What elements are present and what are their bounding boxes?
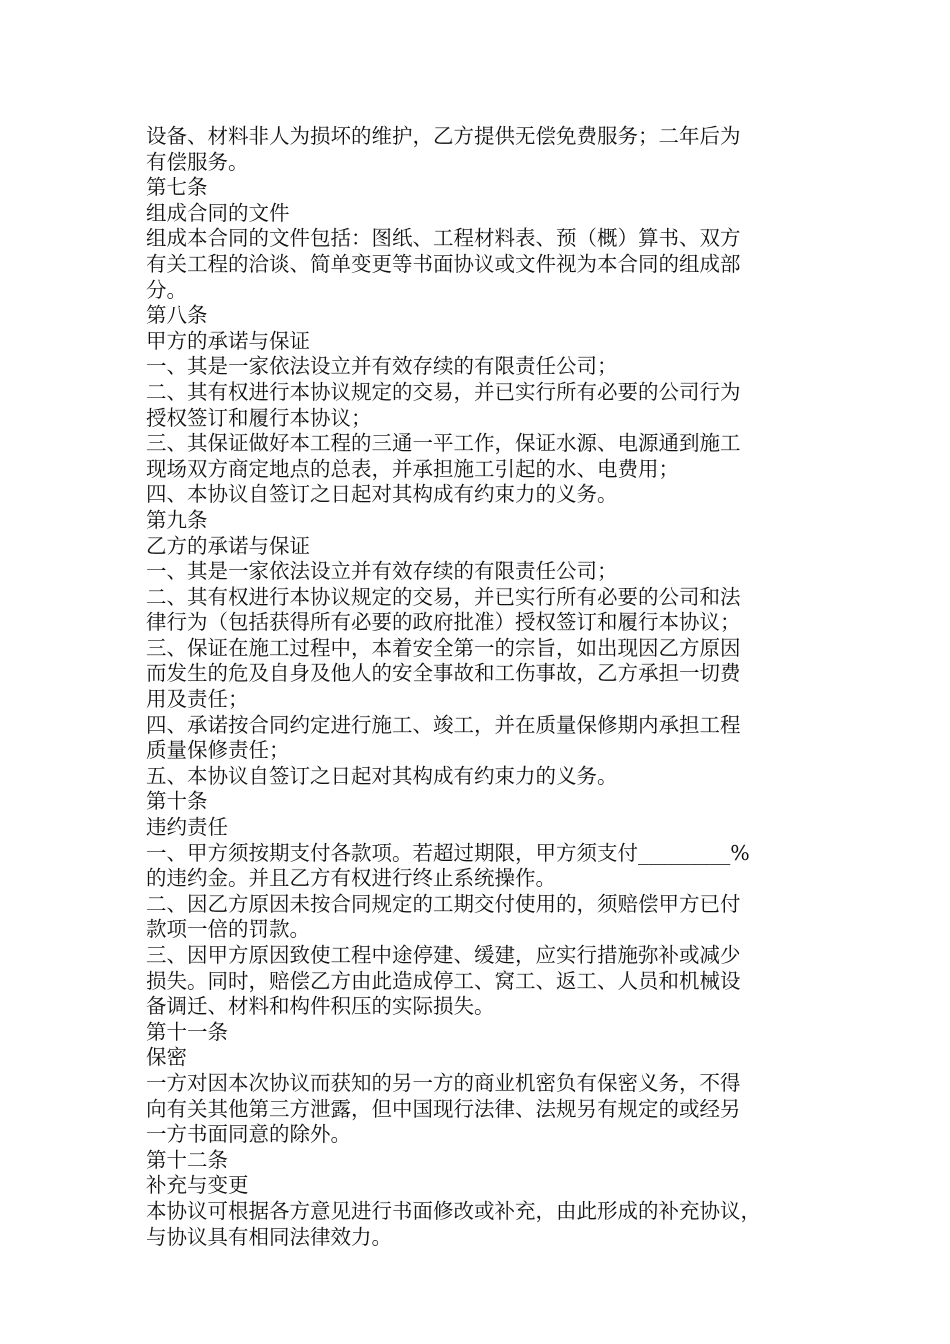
article-heading: 第八条 <box>146 303 208 328</box>
article-heading: 第十二条 <box>146 1147 228 1172</box>
text-line: 现场双方商定地点的总表，并承担施工引起的水、电费用； <box>146 456 679 481</box>
text-line: 二、其有权进行本协议规定的交易，并已实行所有必要的公司行为 <box>146 379 741 404</box>
text-line: 分。 <box>146 277 187 302</box>
article-heading: 第九条 <box>146 507 208 532</box>
text-line: 二、因乙方原因未按合同规定的工期交付使用的，须赔偿甲方已付 <box>146 891 741 916</box>
text-line: 有关工程的洽谈、简单变更等书面协议或文件视为本合同的组成部 <box>146 251 741 276</box>
text-line: 设备、材料非人为损坏的维护，乙方提供无偿免费服务；二年后为 <box>146 124 741 148</box>
text-line: 有偿服务。 <box>146 149 249 174</box>
article-title: 违约责任 <box>146 815 228 840</box>
article-heading: 第十条 <box>146 789 208 814</box>
article-title: 补充与变更 <box>146 1173 249 1198</box>
text-line: 三、因甲方原因致使工程中途停建、缓建，应实行措施弥补或减少 <box>146 943 741 967</box>
text-line: 的违约金。并且乙方有权进行终止系统操作。 <box>146 866 556 891</box>
article-title: 组成合同的文件 <box>146 200 290 225</box>
text-line: 三、其保证做好本工程的三通一平工作，保证水源、电源通到施工 <box>146 431 741 456</box>
text-line: 款项一倍的罚款。 <box>146 917 310 942</box>
text-line: 本协议可根据各方意见进行书面修改或补充，由此形成的补充协议， <box>146 1198 761 1223</box>
text-line: 三、保证在施工过程中，本着安全第一的宗旨，如出现因乙方原因 <box>146 635 741 660</box>
text-line: 而发生的危及自身及他人的安全事故和工伤事故，乙方承担一切费 <box>146 661 741 686</box>
article-heading: 第七条 <box>146 175 208 200</box>
article-title: 乙方的承诺与保证 <box>146 533 310 558</box>
text-line: 一、甲方须按期支付各款项。若超过期限，甲方须支付_________% <box>146 840 750 865</box>
article-heading: 第十一条 <box>146 1019 228 1044</box>
text-line: 备调迁、材料和构件积压的实际损失。 <box>146 994 495 1019</box>
text-line: 授权签订和履行本协议； <box>146 405 372 430</box>
contract-text <box>146 124 806 1250</box>
text-line: 向有关其他第三方泄露，但中国现行法律、法规另有规定的或经另 <box>146 1096 741 1121</box>
text-line: 一、其是一家依法设立并有效存续的有限责任公司； <box>146 559 618 584</box>
text-line: 一、其是一家依法设立并有效存续的有限责任公司； <box>146 354 618 379</box>
text-line: 损失。同时，赔偿乙方由此造成停工、窝工、返工、人员和机械设 <box>146 968 741 993</box>
text-line: 质量保修责任； <box>146 738 290 763</box>
text-line: 用及责任； <box>146 687 249 712</box>
text-line: 四、承诺按合同约定进行施工、竣工，并在质量保修期内承担工程 <box>146 712 741 737</box>
text-line: 五、本协议自签订之日起对其构成有约束力的义务。 <box>146 763 618 788</box>
text-line: 与协议具有相同法律效力。 <box>146 1224 392 1249</box>
text-line: 二、其有权进行本协议规定的交易，并已实行所有必要的公司和法 <box>146 584 741 609</box>
text-line: 一方书面同意的除外。 <box>146 1122 351 1147</box>
article-title: 甲方的承诺与保证 <box>146 328 310 353</box>
text-line: 律行为（包括获得所有必要的政府批准）授权签订和履行本协议； <box>146 610 741 635</box>
text-line: 一方对因本次协议而获知的另一方的商业机密负有保密义务，不得 <box>146 1070 741 1095</box>
text-line: 组成本合同的文件包括：图纸、工程材料表、预（概）算书、双方 <box>146 226 741 251</box>
text-line: 四、本协议自签订之日起对其构成有约束力的义务。 <box>146 482 618 507</box>
article-title: 保密 <box>146 1045 187 1070</box>
